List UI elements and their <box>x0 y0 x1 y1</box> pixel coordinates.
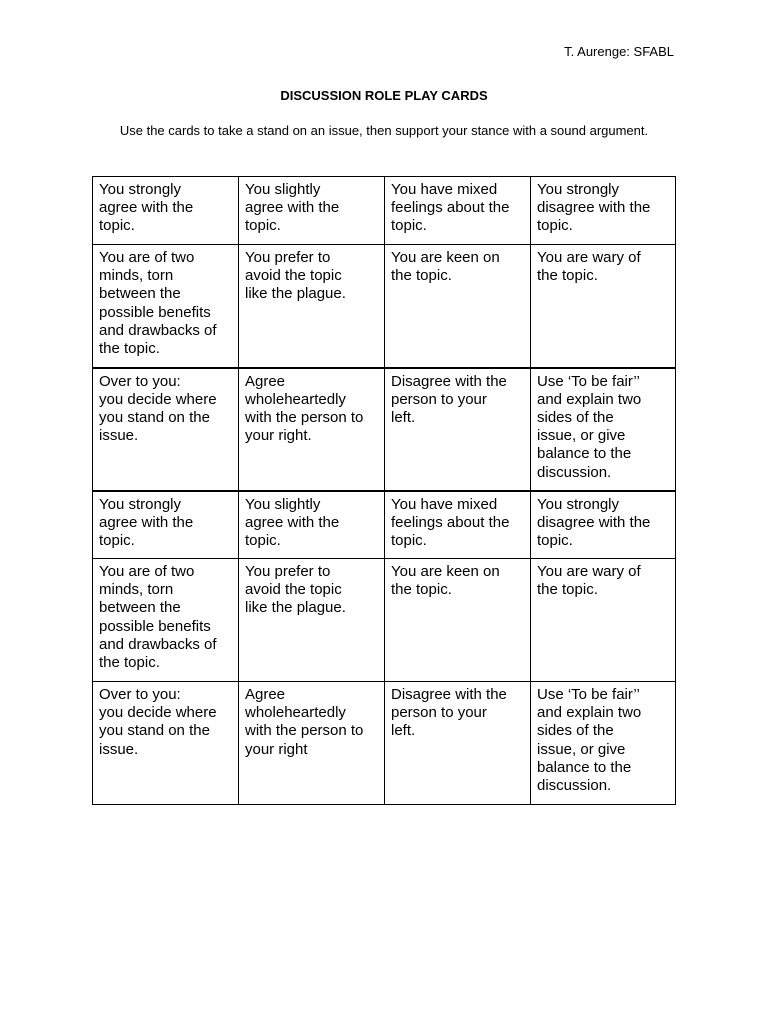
card-text: You are keen on the topic. <box>391 249 500 285</box>
card-text: Over to you: you decide where you stand on the issue. <box>99 686 217 758</box>
card-text: You have mixed feelings about the topic. <box>391 181 510 235</box>
card-text: You are keen on the topic. <box>391 563 500 599</box>
role-card <box>385 491 531 559</box>
table-row <box>93 245 676 368</box>
card-text: Agree wholeheartedly with the person to your right. <box>245 372 364 445</box>
role-card <box>93 368 239 491</box>
role-card <box>385 177 531 245</box>
role-card <box>239 491 385 559</box>
role-card <box>239 245 385 368</box>
role-card <box>531 368 676 491</box>
role-card <box>93 177 239 245</box>
card-text: You slightly agree with the topic. <box>245 181 340 235</box>
card-text: You prefer to avoid the topic like the plague. <box>245 249 346 303</box>
card-text: You slightly agree with the topic. <box>245 495 340 549</box>
card-text: Disagree with the person to your left. <box>391 686 507 740</box>
role-card <box>531 682 676 805</box>
card-text: Over to you: you decide where you stand on the issue. <box>99 372 217 445</box>
role-card <box>385 368 531 491</box>
role-card <box>93 559 239 682</box>
instructions-text: Use the cards to take a stand on an issue, then support your stance with a sound argument. <box>119 123 649 138</box>
author-credit: T. Aurenge: SFABL <box>564 44 674 59</box>
page-title: DISCUSSION ROLE PLAY CARDS <box>280 88 488 103</box>
role-card <box>531 559 676 682</box>
role-card <box>239 368 385 491</box>
card-text: You are wary of the topic. <box>537 563 641 599</box>
role-card <box>385 559 531 682</box>
table-row <box>93 177 676 245</box>
role-card <box>239 177 385 245</box>
table-row <box>93 368 676 491</box>
role-card <box>239 682 385 805</box>
role-card <box>531 245 676 368</box>
card-text: Use ‘To be fair’’ and explain two sides of the issue, or give balance to the discussion. <box>537 372 642 481</box>
role-card <box>385 245 531 368</box>
role-card <box>93 682 239 805</box>
table-row <box>93 682 676 805</box>
role-card <box>93 245 239 368</box>
role-card <box>239 559 385 682</box>
card-text: Disagree with the person to your left. <box>391 372 507 426</box>
card-text: You are of two minds, torn between the possible benefits and drawbacks of the topic. <box>99 563 217 672</box>
card-text: Use ‘To be fair’’ and explain two sides of the issue, or give balance to the discussion. <box>537 686 642 795</box>
card-text: You strongly agree with the topic. <box>99 181 194 235</box>
card-text: You are wary of the topic. <box>537 249 641 285</box>
role-card <box>93 491 239 559</box>
role-card <box>385 682 531 805</box>
card-text: You are of two minds, torn between the possible benefits and drawbacks of the topic. <box>99 249 217 358</box>
card-text: Agree wholeheartedly with the person to your right <box>245 686 364 758</box>
table-row <box>93 559 676 682</box>
card-text: You strongly disagree with the topic. <box>537 495 651 549</box>
card-text: You have mixed feelings about the topic. <box>391 495 510 549</box>
role-card <box>531 177 676 245</box>
card-text: You strongly agree with the topic. <box>99 495 194 549</box>
table-row <box>93 491 676 559</box>
card-text: You prefer to avoid the topic like the plague. <box>245 563 346 617</box>
role-card <box>531 491 676 559</box>
role-play-cards-table <box>92 176 676 805</box>
card-text: You strongly disagree with the topic. <box>537 181 651 235</box>
